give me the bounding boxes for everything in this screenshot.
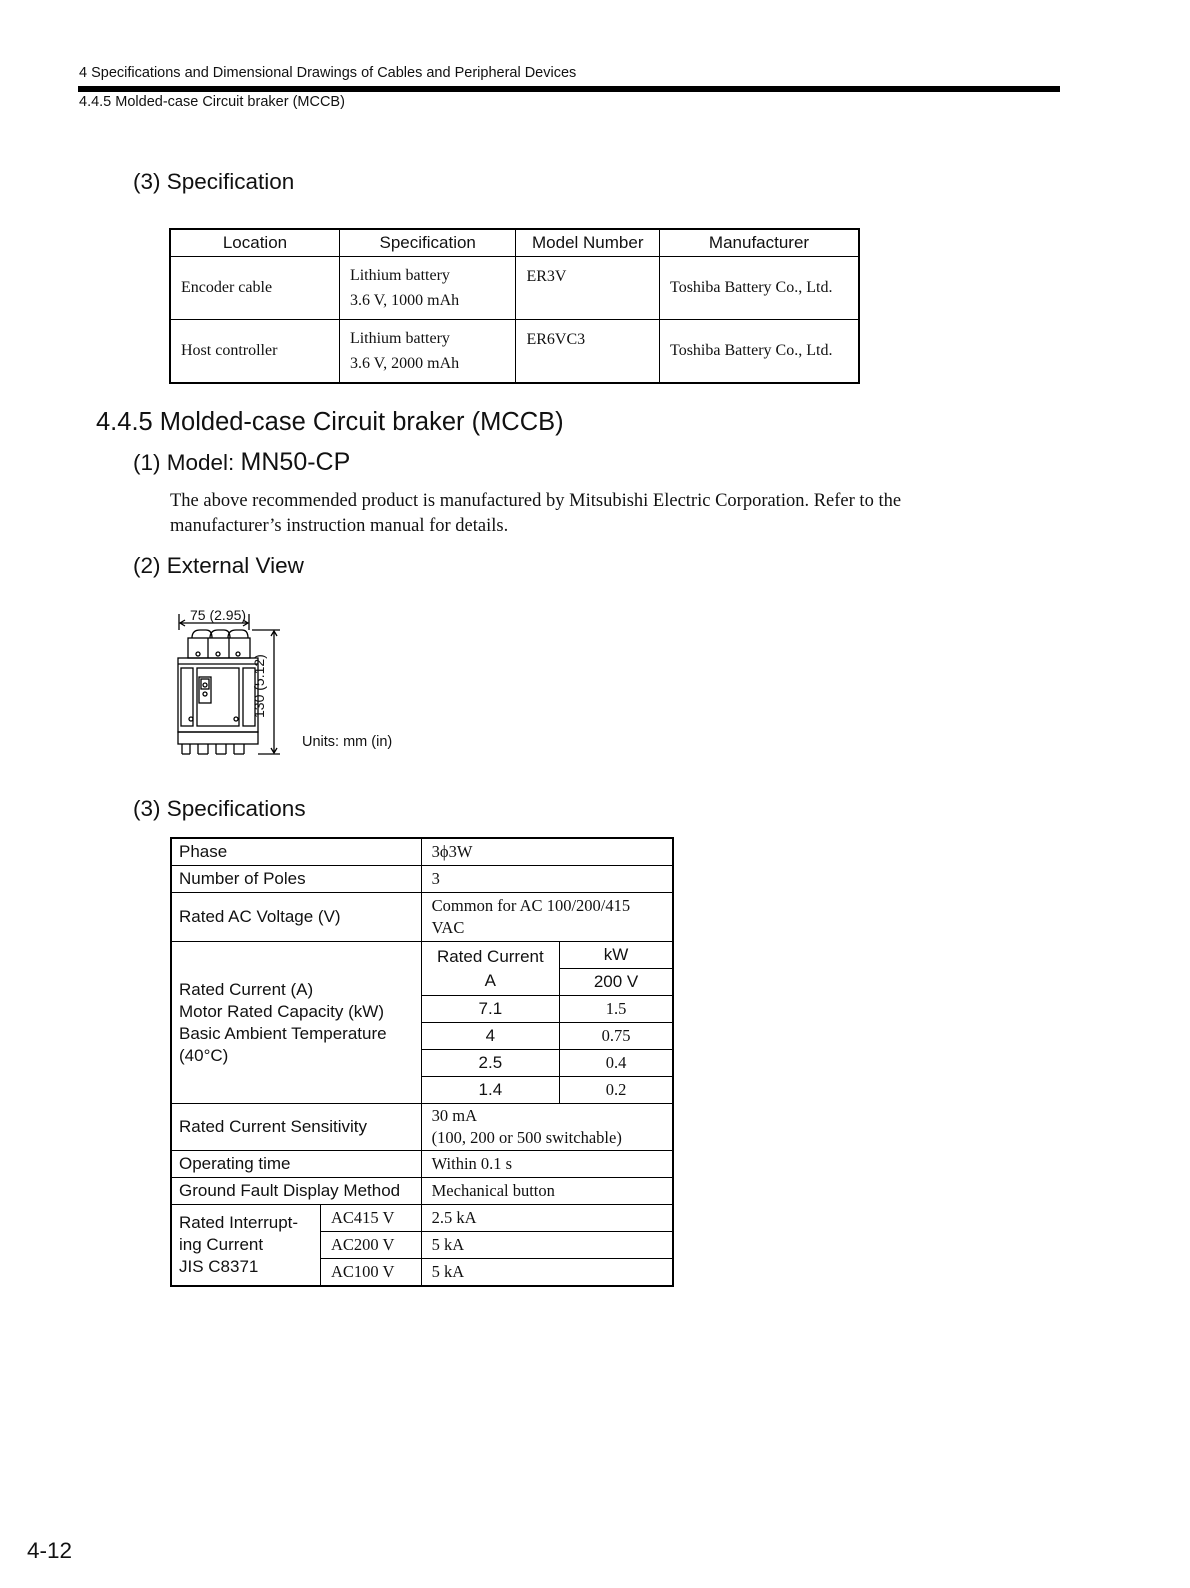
label-line: ing Current (179, 1235, 264, 1254)
table-row (170, 320, 859, 384)
column-header-model-number: Model Number (516, 229, 660, 257)
column-header-location: Location (170, 229, 339, 257)
header-rule (78, 86, 1060, 92)
mccb-spec-table (170, 837, 674, 1287)
location-cell: Host controller (170, 320, 339, 384)
page-number: 4-12 (27, 1538, 73, 1563)
table-header-row (170, 229, 859, 257)
interrupting-current-label (171, 1205, 320, 1287)
model-heading (133, 448, 350, 477)
rated-current-label (171, 942, 421, 1104)
ground-fault-label: Ground Fault Display Method (171, 1178, 421, 1205)
capacity-kw-cell: 1.5 (560, 996, 673, 1023)
label-line: Basic Ambient Temperature (179, 1023, 387, 1043)
interrupt-voltage-cell: AC200 V (320, 1232, 421, 1259)
units-note: Units: mm (in) (302, 734, 393, 750)
spec-line: Lithium battery (349, 330, 450, 347)
model-cell: ER6VC3 (516, 320, 660, 384)
sensitivity-line: (100, 200 or 500 switchable) (431, 1128, 622, 1147)
poles-value: 3 (421, 866, 673, 893)
poles-label: Number of Poles (171, 866, 421, 893)
mccb-section-title: 4.4.5 Molded-case Circuit braker (MCCB) (96, 408, 564, 436)
spec-line: Lithium battery (349, 267, 450, 284)
label-line: Rated Current (A) (179, 979, 314, 999)
spec-line: 3.6 V, 1000 mAh (349, 292, 460, 309)
table-row (171, 893, 673, 942)
sensitivity-label: Rated Current Sensitivity (171, 1104, 421, 1151)
table-row (171, 1205, 673, 1232)
table-row (171, 1151, 673, 1178)
table-row (171, 838, 673, 866)
voltage-column-header: 200 V (560, 969, 673, 996)
model-prefix: (1) Model: (133, 450, 241, 475)
interrupt-value-cell: 2.5 kA (421, 1205, 673, 1232)
chapter-header: 4 Specifications and Dimensional Drawings of Cables and Peripheral Devices (79, 65, 577, 81)
interrupt-voltage-cell: AC100 V (320, 1259, 421, 1287)
table-row (171, 1104, 673, 1151)
specification-cell (339, 257, 516, 320)
section-header: 4.4.5 Molded-case Circuit braker (MCCB) (79, 94, 345, 110)
current-a-cell: 2.5 (421, 1050, 559, 1077)
specifications-heading: (3) Specifications (133, 796, 306, 821)
battery-spec-heading: (3) Specification (133, 169, 295, 194)
ground-fault-value: Mechanical button (421, 1178, 673, 1205)
mccb-description: The above recommended product is manufactured by Mitsubishi Electric Corporation. Refer to the manufacturer’s instruction manual for details. (170, 491, 902, 536)
battery-spec-table (169, 228, 860, 384)
label-line: (40°C) (179, 1045, 229, 1065)
current-a-cell: 1.4 (421, 1077, 559, 1104)
kw-column-header: kW (560, 942, 673, 969)
capacity-kw-cell: 0.2 (560, 1077, 673, 1104)
table-row (170, 257, 859, 320)
label-line: JIS C8371 (179, 1257, 259, 1276)
label-line: Motor Rated Capacity (kW) (179, 1001, 384, 1021)
label-line: Rated Interrupt- (179, 1213, 299, 1232)
specification-cell (339, 320, 516, 384)
manufacturer-cell: Toshiba Battery Co., Ltd. (660, 320, 859, 384)
column-header-manufacturer: Manufacturer (660, 229, 859, 257)
table-row (171, 1178, 673, 1205)
current-a-cell: 7.1 (421, 996, 559, 1023)
capacity-kw-cell: 0.4 (560, 1050, 673, 1077)
location-cell: Encoder cable (170, 257, 339, 320)
sensitivity-line: 30 mA (431, 1106, 478, 1125)
operating-time-value: Within 0.1 s (421, 1151, 673, 1178)
voltage-label: Rated AC Voltage (V) (171, 893, 421, 942)
table-row (171, 866, 673, 893)
header-line: Rated Current (436, 946, 544, 966)
sensitivity-value (421, 1104, 673, 1151)
current-a-cell: 4 (421, 1023, 559, 1050)
model-name: MN50-CP (240, 448, 351, 476)
rated-current-column-header (421, 942, 559, 996)
width-dimension-label: 75 (2.95) (190, 607, 247, 623)
voltage-value (421, 893, 673, 942)
interrupt-value-cell: 5 kA (421, 1232, 673, 1259)
manufacturer-cell: Toshiba Battery Co., Ltd. (660, 257, 859, 320)
table-row (171, 942, 673, 969)
header-line: A (484, 970, 497, 990)
spec-line: 3.6 V, 2000 mAh (349, 355, 460, 372)
interrupt-value-cell: 5 kA (421, 1259, 673, 1287)
phase-value: 3ϕ3W (421, 838, 673, 866)
capacity-kw-cell: 0.75 (560, 1023, 673, 1050)
interrupt-voltage-cell: AC415 V (320, 1205, 421, 1232)
column-header-specification: Specification (339, 229, 516, 257)
voltage-line: VAC (431, 918, 465, 937)
phase-label: Phase (171, 838, 421, 866)
external-view-heading: (2) External View (133, 553, 304, 578)
height-dimension-label: 130 (5.12) (251, 654, 267, 718)
voltage-line: Common for AC 100/200/415 (431, 896, 631, 915)
model-cell: ER3V (516, 257, 660, 320)
operating-time-label: Operating time (171, 1151, 421, 1178)
